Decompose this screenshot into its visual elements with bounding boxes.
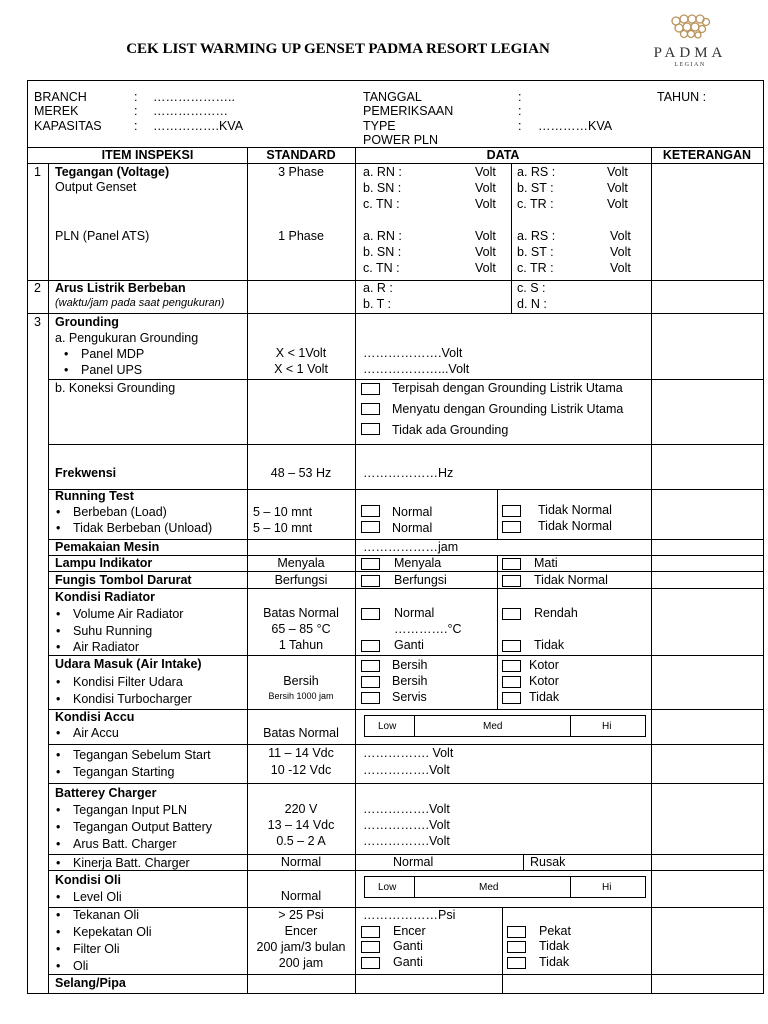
starting-field[interactable]: …………….Volt: [363, 763, 450, 777]
opt-tidak-ada: Tidak ada Grounding: [392, 423, 509, 437]
output-genset-label: Output Genset: [55, 180, 137, 194]
col-keterangan: KETERANGAN: [662, 148, 752, 162]
suhu-std: 65 – 85 °C: [271, 622, 331, 636]
tegangan-title: Tegangan (Voltage): [55, 165, 170, 179]
load-label: • Berbeban (Load): [73, 505, 167, 519]
input-pln-std: 220 V: [284, 802, 318, 816]
oli-level-scale[interactable]: [364, 876, 646, 898]
opt-kotor: Kotor: [529, 674, 559, 688]
checkbox[interactable]: [361, 423, 380, 435]
turbo-std: Bersih 1000 jam: [268, 691, 334, 701]
colon: :: [134, 119, 138, 133]
filter-udara-label: • Kondisi Filter Udara: [73, 675, 183, 689]
pengukuran-label: a. Pengukuran Grounding: [55, 331, 199, 345]
type-field[interactable]: …………KVA: [538, 119, 613, 133]
power-pln-label: POWER PLN: [363, 133, 439, 147]
opt-encer: Encer: [393, 924, 426, 938]
arus-n: d. N :: [517, 297, 547, 311]
kinerja-rusak: Rusak: [530, 855, 566, 869]
scale-low: Low: [378, 721, 397, 732]
opt-normal: Normal: [392, 521, 433, 535]
sebelum-start-std: 11 – 14 Vdc: [268, 746, 334, 760]
opt-ganti: Ganti: [393, 939, 423, 953]
sebelum-start-label: • Tegangan Sebelum Start: [73, 748, 211, 762]
kinerja-normal: Normal: [393, 855, 434, 869]
checkbox[interactable]: [502, 575, 521, 587]
air-radiator-std: 1 Tahun: [278, 638, 324, 652]
arus-charger-label: • Arus Batt. Charger: [73, 837, 177, 851]
branch-label: BRANCH: [34, 90, 87, 104]
checkbox[interactable]: [502, 505, 521, 517]
volume-std: Batas Normal: [263, 606, 339, 620]
air-accu-label: • Air Accu: [73, 726, 119, 740]
frekwensi-label: Frekwensi: [55, 466, 117, 480]
starting-std: 10 -12 Vdc: [270, 763, 332, 777]
lotus-icon: [668, 12, 712, 40]
volt-unit: Volt: [610, 245, 631, 259]
accu-label: Kondisi Accu: [55, 710, 135, 724]
grounding-title: Grounding: [55, 315, 119, 329]
volume-label: • Volume Air Radiator: [73, 607, 183, 621]
panel-ups-label: • Panel UPS: [81, 363, 142, 377]
opt-menyala: Menyala: [394, 556, 442, 570]
arus-title: Arus Listrik Berbeban: [55, 281, 186, 295]
volt-unit: Volt: [607, 197, 628, 211]
volt-unit: Volt: [475, 261, 496, 275]
volt-unit: Volt: [475, 181, 496, 195]
mdp-field[interactable]: ……………….Volt: [363, 346, 463, 360]
opt-ganti: Ganti: [393, 955, 423, 969]
input-pln-field[interactable]: …………….Volt: [363, 802, 450, 816]
page-title: CEK LIST WARMING UP GENSET PADMA RESORT LEGIAN: [126, 41, 550, 57]
frekwensi-field[interactable]: ………………Hz: [363, 466, 454, 480]
opt-bersih: Bersih: [392, 658, 428, 672]
checkbox[interactable]: [361, 640, 380, 652]
oli-item-label: • Oli: [73, 959, 88, 973]
pemakaian-field[interactable]: ………………jam: [363, 540, 459, 554]
air-accu-std: Batas Normal: [263, 726, 339, 740]
tekanan-label: • Tekanan Oli: [73, 908, 139, 922]
input-pln-label: • Tegangan Input PLN: [73, 803, 187, 817]
kapasitas-field[interactable]: …………….KVA: [153, 119, 244, 133]
checkbox[interactable]: [361, 403, 380, 415]
opt-tidak-normal: Tidak Normal: [538, 519, 612, 533]
lampu-label: Lampu Indikator: [55, 556, 153, 570]
opt-normal: Normal: [392, 505, 433, 519]
merek-field[interactable]: ………………: [153, 104, 228, 118]
scale-hi: Hi: [602, 882, 612, 893]
opt-tidak: Tidak: [534, 638, 565, 652]
volt-unit: Volt: [607, 165, 628, 179]
pln-rs: a. RS :: [517, 229, 556, 243]
genset-tn: c. TN :: [363, 197, 400, 211]
opt-tidak: Tidak: [539, 939, 570, 953]
checkbox[interactable]: [502, 676, 521, 688]
col-item: ITEM INSPEKSI: [101, 148, 194, 162]
checkbox[interactable]: [361, 957, 380, 969]
tekanan-std: > 25 Psi: [278, 908, 324, 922]
suhu-label: • Suhu Running: [73, 624, 152, 638]
colon: :: [518, 90, 522, 104]
colon: :: [134, 104, 138, 118]
opt-mati: Mati: [534, 556, 558, 570]
logo-name: PADMA: [653, 45, 727, 61]
opt-normal: Normal: [394, 606, 435, 620]
pln-std: 1 Phase: [278, 229, 324, 243]
opt-rendah: Rendah: [534, 606, 578, 620]
accu-level-scale[interactable]: [364, 715, 646, 737]
checkbox[interactable]: [361, 383, 380, 395]
arus-t: b. T :: [363, 297, 392, 311]
output-battery-field[interactable]: …………….Volt: [363, 818, 450, 832]
pln-tn: c. TN :: [363, 261, 400, 275]
kinerja-std: Normal: [280, 855, 322, 869]
starting-label: • Tegangan Starting: [73, 765, 174, 779]
opt-tidak-normal: Tidak Normal: [534, 573, 608, 587]
arus-note: (waktu/jam pada saat pengukuran): [55, 297, 225, 309]
genset-st: b. ST :: [517, 181, 554, 195]
volt-unit: Volt: [475, 245, 496, 259]
pemeriksaan-label: PEMERIKSAAN: [363, 104, 454, 118]
opt-servis: Servis: [392, 690, 427, 704]
checkbox[interactable]: [361, 608, 380, 620]
merek-label: MEREK: [34, 104, 79, 118]
frekwensi-std: 48 – 53 Hz: [270, 466, 332, 480]
kinerja-label: • Kinerja Batt. Charger: [73, 856, 190, 870]
checkbox[interactable]: [361, 558, 380, 570]
genset-rs: a. RS :: [517, 165, 556, 179]
pln-tr: c. TR :: [517, 261, 554, 275]
unload-label: • Tidak Berbeban (Unload): [73, 521, 212, 535]
turbo-label: • Kondisi Turbocharger: [73, 692, 192, 706]
checkbox[interactable]: [502, 558, 521, 570]
charger-label: Batterey Charger: [55, 786, 157, 800]
opt-menyatu: Menyatu dengan Grounding Listrik Utama: [392, 402, 624, 416]
checkbox[interactable]: [361, 505, 380, 517]
arus-charger-field[interactable]: …………….Volt: [363, 834, 450, 848]
scale-hi: Hi: [602, 721, 612, 732]
panel-mdp-label: • Panel MDP: [81, 347, 144, 361]
branch-field[interactable]: ………………..: [153, 90, 235, 104]
arus-r: a. R :: [363, 281, 393, 295]
running-label: Running Test: [55, 489, 134, 503]
koneksi-label: b. Koneksi Grounding: [55, 381, 176, 395]
opt-ganti: Ganti: [394, 638, 424, 652]
lampu-std: Menyala: [277, 556, 325, 570]
scale-med: Med: [483, 721, 503, 732]
load-std: 5 – 10 mnt: [253, 505, 313, 519]
oli-std: 200 jam: [278, 956, 324, 970]
opt-kotor: Kotor: [529, 658, 559, 672]
colon: :: [134, 90, 138, 104]
opt-tidak: Tidak: [529, 690, 560, 704]
checkbox[interactable]: [502, 692, 521, 704]
scale-low: Low: [378, 882, 397, 893]
row-number: 3: [34, 315, 41, 329]
volt-unit: Volt: [610, 229, 631, 243]
output-battery-label: • Tegangan Output Battery: [73, 820, 212, 834]
checkbox[interactable]: [361, 676, 380, 688]
checkbox[interactable]: [502, 521, 521, 533]
air-radiator-label: • Air Radiator: [73, 640, 139, 654]
level-oli-label: • Level Oli: [73, 890, 122, 904]
opt-tidak-normal: Tidak Normal: [538, 503, 612, 517]
checkbox[interactable]: [502, 608, 521, 620]
pln-rn: a. RN :: [363, 229, 402, 243]
tekanan-field[interactable]: ………………Psi: [363, 908, 456, 922]
tombol-std: Berfungsi: [274, 573, 328, 587]
tegangan-std: 3 Phase: [278, 165, 324, 179]
col-standard: STANDARD: [266, 148, 336, 162]
mdp-std: X < 1Volt: [275, 346, 327, 360]
unload-std: 5 – 10 mnt: [253, 521, 313, 535]
checkbox[interactable]: [361, 660, 380, 672]
kepekatan-label: • Kepekatan Oli: [73, 925, 152, 939]
volt-unit: Volt: [475, 197, 496, 211]
level-oli-std: Normal: [280, 889, 322, 903]
row-number: 2: [34, 281, 41, 295]
checkbox[interactable]: [361, 692, 380, 704]
filter-oli-label: • Filter Oli: [73, 942, 120, 956]
suhu-field[interactable]: ………….°C: [394, 622, 462, 636]
genset-sn: b. SN :: [363, 181, 402, 195]
output-battery-std: 13 – 14 Vdc: [267, 818, 335, 832]
ups-std: X < 1 Volt: [274, 362, 328, 376]
tombol-label: Fungis Tombol Darurat: [55, 573, 192, 587]
kepekatan-std: Encer: [284, 924, 318, 938]
logo-sub: LEGIAN: [674, 62, 706, 68]
pln-st: b. ST :: [517, 245, 554, 259]
colon: :: [518, 104, 522, 118]
checkbox[interactable]: [361, 521, 380, 533]
opt-berfungsi: Berfungsi: [394, 573, 447, 587]
genset-tr: c. TR :: [517, 197, 554, 211]
volt-unit: Volt: [610, 261, 631, 275]
genset-rn: a. RN :: [363, 165, 402, 179]
colon: :: [518, 119, 522, 133]
checkbox[interactable]: [361, 575, 380, 587]
col-data: DATA: [486, 148, 520, 162]
checkbox[interactable]: [507, 926, 526, 938]
checkbox[interactable]: [507, 957, 526, 969]
opt-pekat: Pekat: [539, 924, 571, 938]
checkbox[interactable]: [361, 941, 380, 953]
type-label: TYPE: [363, 119, 396, 133]
checkbox[interactable]: [502, 660, 521, 672]
radiator-label: Kondisi Radiator: [55, 590, 156, 604]
checkbox[interactable]: [502, 640, 521, 652]
checkbox[interactable]: [361, 926, 380, 938]
scale-med: Med: [479, 882, 499, 893]
pln-sn: b. SN :: [363, 245, 402, 259]
opt-terpisah: Terpisah dengan Grounding Listrik Utama: [392, 381, 623, 395]
sebelum-start-field[interactable]: ……………. Volt: [363, 746, 454, 760]
tahun-label: TAHUN :: [657, 90, 707, 104]
selang-label: Selang/Pipa: [55, 976, 126, 990]
opt-bersih: Bersih: [392, 674, 428, 688]
volt-unit: Volt: [607, 181, 628, 195]
checkbox[interactable]: [507, 941, 526, 953]
oli-label: Kondisi Oli: [55, 873, 121, 887]
row-number: 1: [34, 165, 41, 179]
ups-field[interactable]: ………………...Volt: [363, 362, 470, 376]
volt-unit: Volt: [475, 229, 496, 243]
opt-tidak: Tidak: [539, 955, 570, 969]
udara-label: Udara Masuk (Air Intake): [55, 657, 202, 671]
volt-unit: Volt: [475, 165, 496, 179]
tanggal-label: TANGGAL: [363, 90, 422, 104]
kapasitas-label: KAPASITAS: [34, 119, 102, 133]
padma-logo: [645, 12, 735, 68]
arus-s: c. S :: [517, 281, 546, 295]
pln-label: PLN (Panel ATS): [55, 229, 150, 243]
filter-udara-std: Bersih: [283, 674, 319, 688]
arus-charger-std: 0.5 – 2 A: [276, 834, 326, 848]
pemakaian-label: Pemakaian Mesin: [55, 540, 160, 554]
filter-oli-std: 200 jam/3 bulan: [256, 940, 346, 954]
